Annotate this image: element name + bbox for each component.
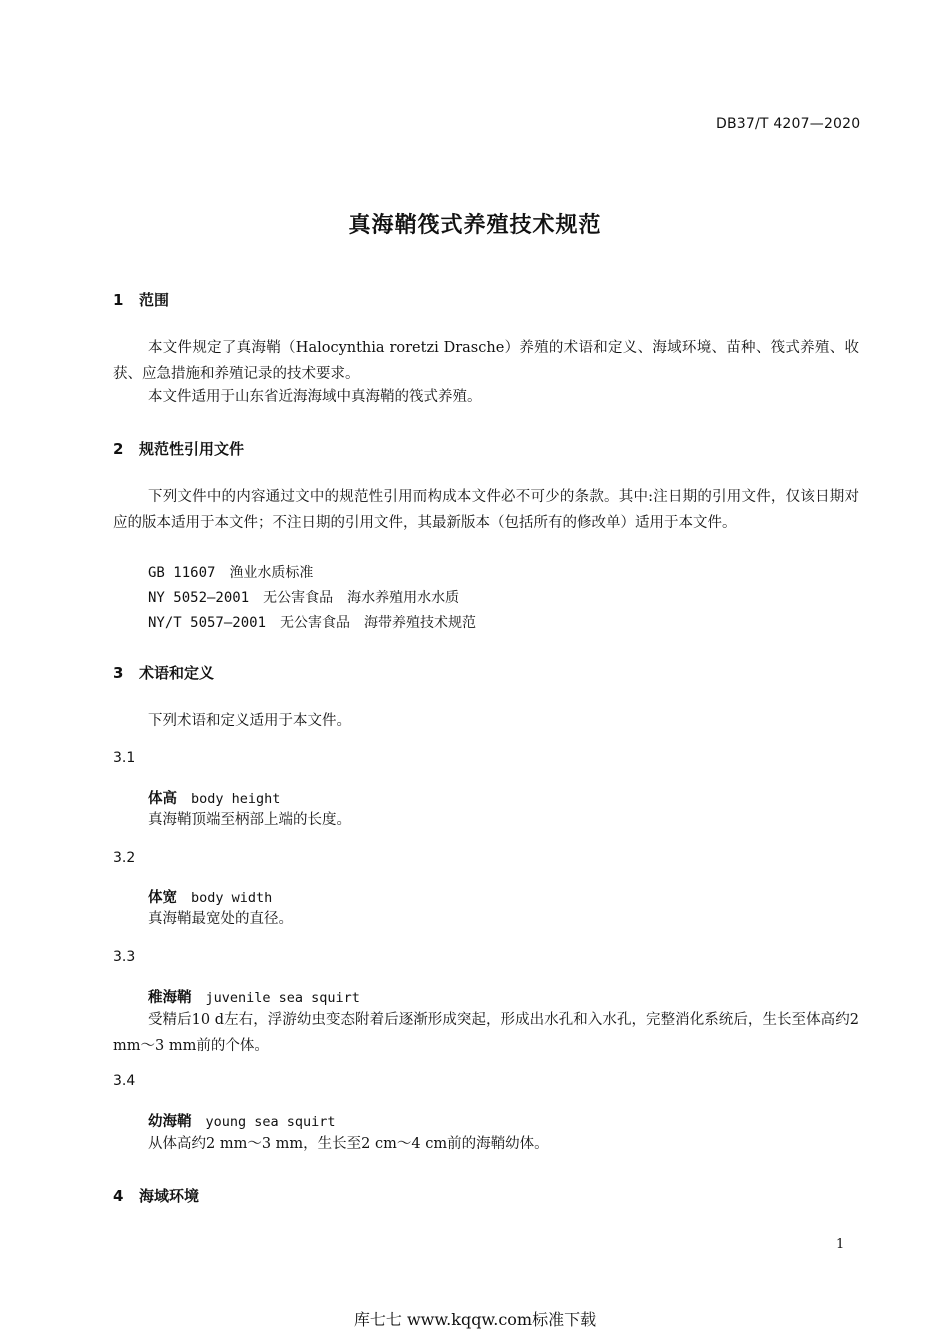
term-number: 3.4 xyxy=(113,1073,136,1089)
terms-intro: 下列术语和定义适用于本文件。 xyxy=(148,713,351,729)
references-paragraph: 下列文件中的内容通过文中的规范性引用而构成本文件必不可少的条款。其中:注日期的引用文件，仅该日期对应的版本适用于本文件；不注日期的引用文件，其最新版本（包括所有的修改单）适用于本文件。 xyxy=(113,489,859,531)
term-number: 3.2 xyxy=(113,850,136,866)
scope-paragraph-2: 本文件适用于山东省近海海域中真海鞘的筏式养殖。 xyxy=(148,389,482,405)
term-en: body height xyxy=(191,791,281,807)
term-definition: 从体高约2 mm～3 mm，生长至2 cm～4 cm前的海鞘幼体。 xyxy=(148,1136,549,1152)
term-heading xyxy=(148,886,272,907)
reference-item xyxy=(148,612,490,632)
reference-title: 渔业水质标准 xyxy=(229,565,314,581)
term-en: juvenile sea squirt xyxy=(205,990,360,1006)
term-en: body width xyxy=(191,890,273,906)
reference-title: 无公害食品 海带养殖技术规范 xyxy=(280,615,477,631)
section-number: 3 xyxy=(113,664,124,682)
term-zh: 体高 xyxy=(148,791,177,807)
section-heading-2 xyxy=(113,438,244,459)
standard-code: DB37/T 4207—2020 xyxy=(716,116,861,132)
section-heading-4 xyxy=(113,1185,199,1206)
term-definition: 真海鞘最宽处的直径。 xyxy=(148,911,293,927)
term-zh: 体宽 xyxy=(148,890,177,906)
term-zh: 稚海鞘 xyxy=(148,990,192,1006)
term-number: 3.1 xyxy=(113,750,136,766)
section-title: 规范性引用文件 xyxy=(139,440,245,458)
term-definition: 受精后10 d左右，浮游幼虫变态附着后逐渐形成突起，形成出水孔和入水孔，完整消化系统后，生长至体高约2 mm～3 mm前的个体。 xyxy=(113,1012,859,1054)
term-en: young sea squirt xyxy=(205,1114,336,1130)
section-title: 术语和定义 xyxy=(139,664,215,682)
page-number: 1 xyxy=(836,1237,845,1252)
reference-item xyxy=(148,562,327,582)
section-heading-3 xyxy=(113,662,214,683)
term-heading xyxy=(148,787,280,808)
reference-code: NY/T 5057—2001 xyxy=(148,615,267,631)
scope-paragraph-1: 本文件规定了真海鞘（Halocynthia roretzi Drasche）养殖的术语和定义、海域环境、苗种、筏式养殖、收获、应急措施和养殖记录的技术要求。 xyxy=(113,340,859,382)
section-number: 1 xyxy=(113,291,124,309)
section-number: 4 xyxy=(113,1187,124,1205)
term-heading xyxy=(148,1110,336,1131)
term-definition: 真海鞘顶端至柄部上端的长度。 xyxy=(148,812,351,828)
term-zh: 幼海鞘 xyxy=(148,1114,192,1130)
reference-item xyxy=(148,587,473,607)
footer-watermark: 库七七 www.kqqw.com标准下载 xyxy=(353,1310,597,1329)
section-title: 范围 xyxy=(139,291,170,309)
reference-code: GB 11607 xyxy=(148,565,216,581)
section-title: 海域环境 xyxy=(139,1187,200,1205)
term-number: 3.3 xyxy=(113,949,136,965)
section-number: 2 xyxy=(113,440,124,458)
reference-code: NY 5052—2001 xyxy=(148,590,250,606)
section-heading-1 xyxy=(113,289,169,310)
reference-title: 无公害食品 海水养殖用水水质 xyxy=(263,590,460,606)
term-heading xyxy=(148,986,360,1007)
page-title: 真海鞘筏式养殖技术规范 xyxy=(348,213,602,238)
